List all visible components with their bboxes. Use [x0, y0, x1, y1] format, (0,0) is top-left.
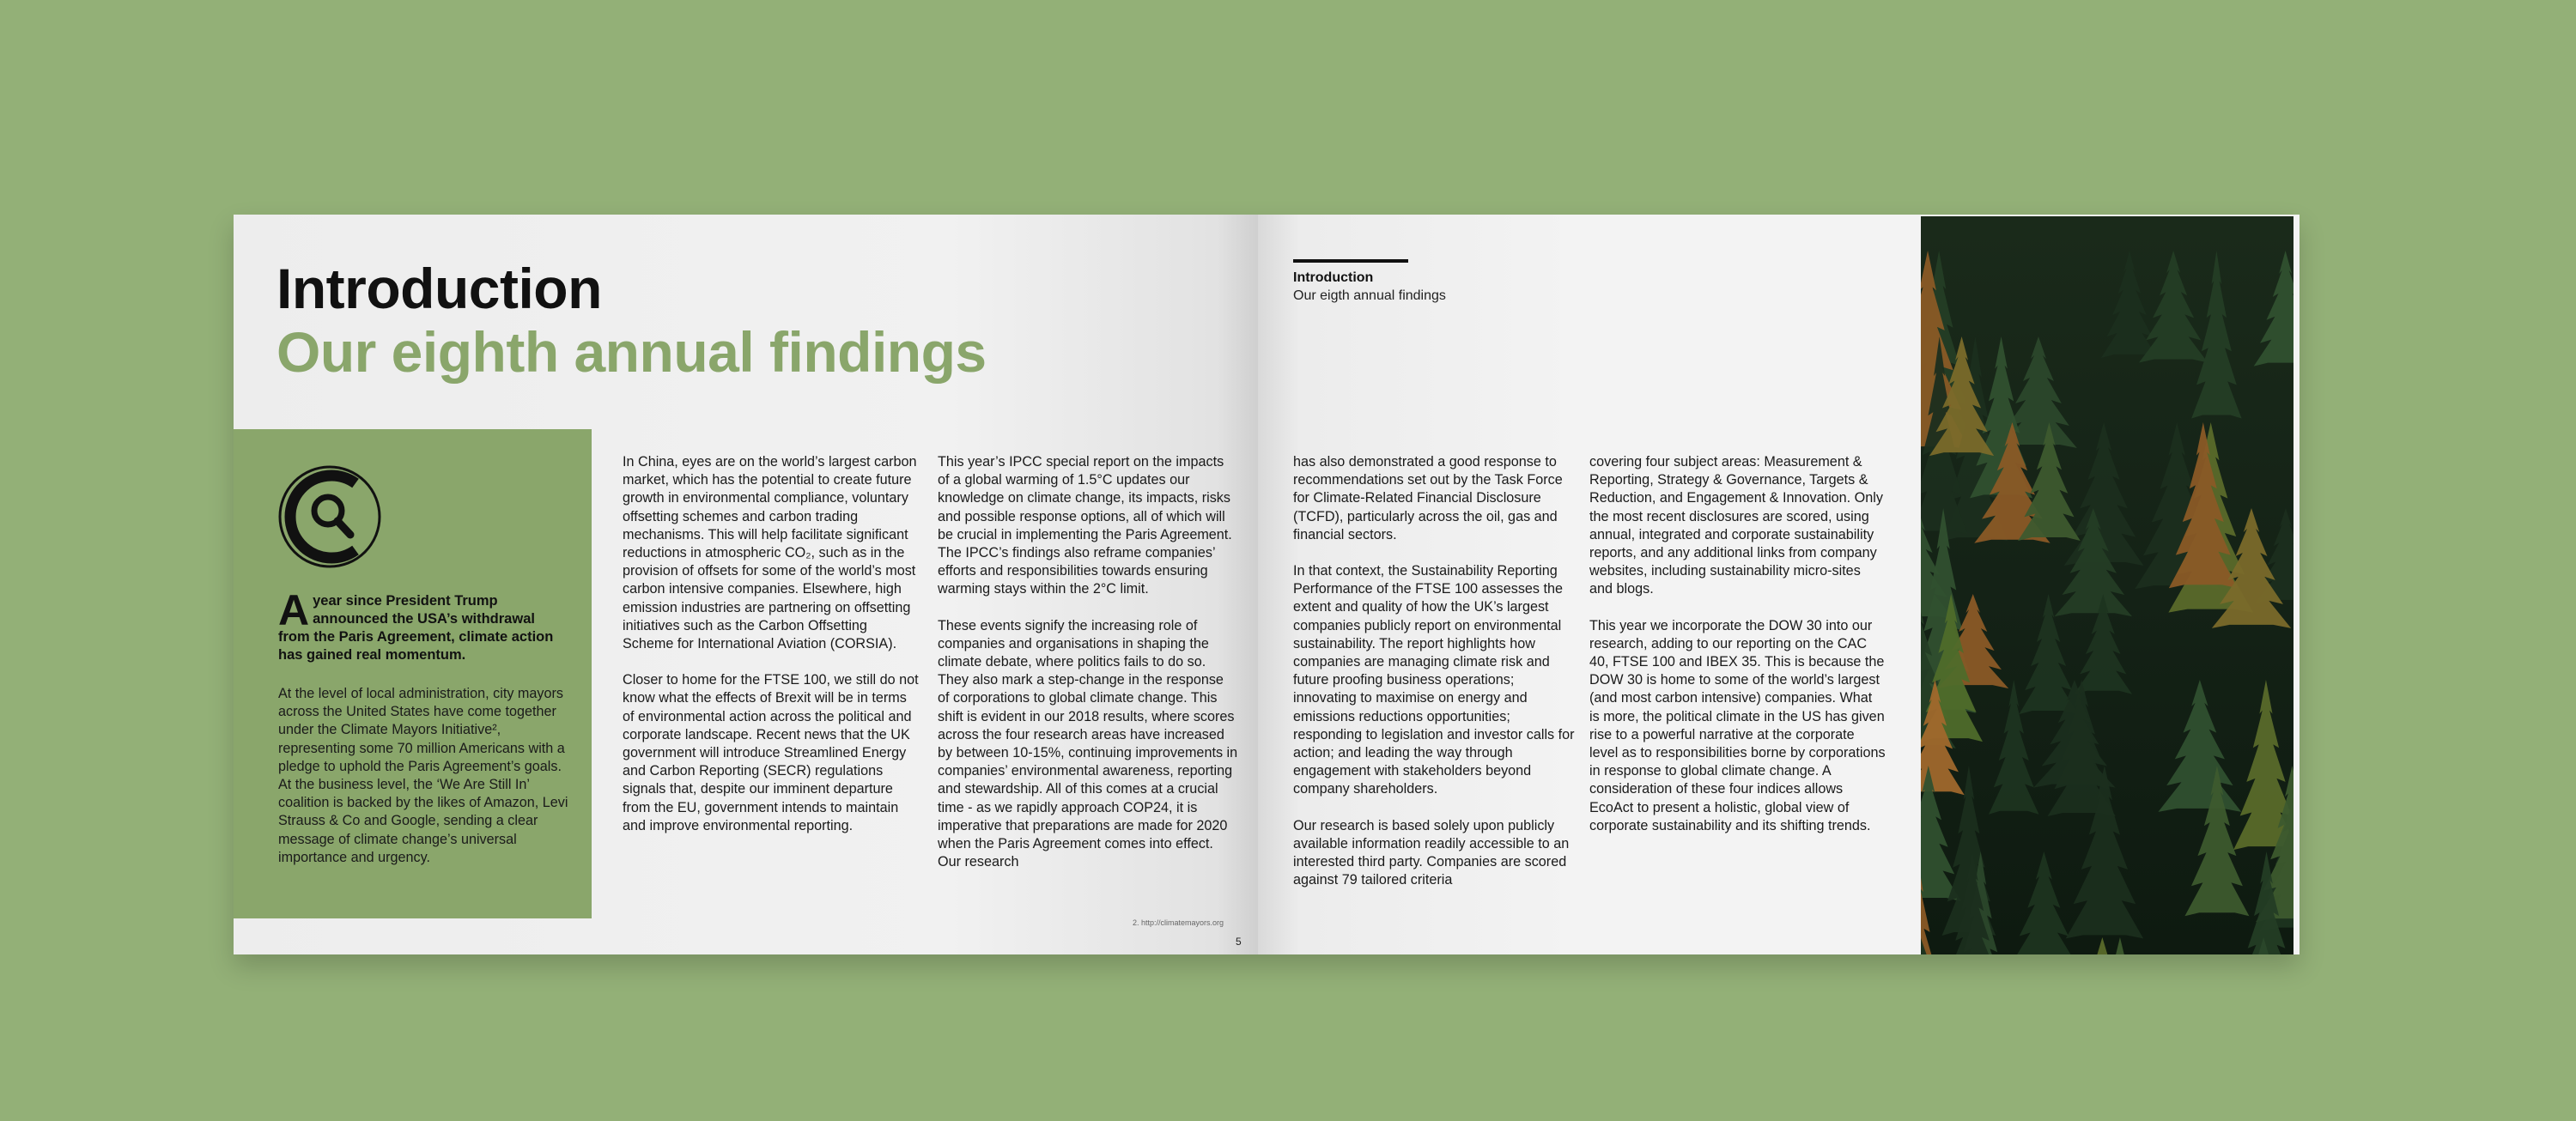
- text-column-1: [623, 453, 919, 853]
- brochure-spread: [234, 215, 2300, 954]
- column-paragraph: In that context, the Sustainability Reporting Performance of the FTSE 100 assesses the extent and quality of how the UK’s largest companies publicly report on environmental sustainability. The report highlights how companies are managing climate risk and future proofing business operations; innovating to maximise on energy and emissions reductions opportunities; responding to legislation and investor calls for action; and leading the way through engagement with stakeholders beyond company shareholders.: [1293, 563, 1575, 797]
- left-page: [234, 215, 1258, 954]
- text-column-2: [938, 453, 1238, 889]
- right-page: [1258, 215, 2300, 954]
- column-paragraph: In China, eyes are on the world’s largest carbon market, which has the potential to create future growth in environmental compliance, voluntary offsetting schemes and carbon trading mechanisms. This will help facilitate significant reductions in atmospheric CO₂, such as in the provision of offsets for some of the world’s most carbon intensive companies. Elsewhere, high emission industries are partnering on offsetting initiatives such as the Carbon Offsetting Scheme for International Aviation (CORSIA).: [623, 454, 917, 652]
- text-column-3: [1293, 453, 1577, 907]
- column-paragraph: This year’s IPCC special report on the impacts of a global warming of 1.5°C updates our knowledge on climate change, its impacts, risks and possible response options, all of which will be crucial in implementing the Paris Agreement. The IPCC’s findings also reframe companies’ efforts and responsibilities towards ensuring warming stays within the 2°C limit.: [938, 454, 1232, 597]
- running-subhead: Our eigth annual findings: [1293, 288, 1446, 303]
- lead-paragraph: [278, 586, 567, 664]
- column-paragraph: Our research is based solely upon publicly available information readily accessible to an interested third party. Companies are scored against 79 tailored criteria: [1293, 817, 1570, 888]
- column-paragraph: These events signify the increasing role of companies and organisations in shaping the climate debate, where politics fails to do so. They also mark a step-change in the response of corporations to global climate change. This shift is evident in our 2018 results, where scores across the four research areas have increased by between 10-15%, continuing improvements in companies’ environmental awareness, reporting and stewardship. All of this comes at a crucial time - as we rapidly approach COP24, it is imperative that preparations are made for 2020 when the Paris Agreement comes into effect. Our research: [938, 617, 1238, 870]
- column-paragraph: Closer to home for the FTSE 100, we still do not know what the effects of Brexit will be in terms of environmental action across the political and corporate landscape. Recent news that the UK government will introduce Streamlined Energy and Carbon Reporting (SECR) regulations signals that, despite our imminent departure from the EU, government intends to maintain and improve environmental reporting.: [623, 672, 919, 833]
- column-paragraph: has also demonstrated a good response to recommendations set out by the Task Force for Climate-Related Financial Disclosure (TCFD), particularly across the oil, gas and financial sectors.: [1293, 454, 1563, 542]
- page-subtitle: Our eighth annual findings: [276, 320, 987, 384]
- drop-cap: A: [278, 586, 310, 634]
- page-number: 5: [1236, 936, 1242, 948]
- search-magnifier-icon: [276, 464, 383, 570]
- header-rule: [1293, 259, 1408, 263]
- running-head: Introduction: [1293, 270, 1374, 285]
- footnote: 2. http://climatemayors.org: [1133, 918, 1224, 927]
- column-paragraph: covering four subject areas: Measurement & Reporting, Strategy & Governance, Targets & Reduction, and Engagement & Innovation. Only the most recent disclosures are scored, using annual, integrated and corporate sustainability reports, and any additional links from company websites, including sustainability micro-sites and blogs.: [1589, 454, 1883, 597]
- lead-text: year since President Trump announced the USA’s withdrawal from the Paris Agreement, climate action has gained real momentum.: [278, 593, 554, 663]
- forest-photo: [1921, 216, 2293, 954]
- column-paragraph: This year we incorporate the DOW 30 into our research, adding to our reporting on the CAC 40, FTSE 100 and IBEX 35. This is because the DOW 30 is home to some of the world’s largest (and most carbon intensive) companies. What is more, the political climate in the US has given rise to a powerful narrative at the corporate level as to responsibilities borne by corporations in response to global climate change. A consideration of these four indices allows EcoAct to present a holistic, global view of corporate sustainability and its shifting trends.: [1589, 617, 1886, 833]
- panel-paragraph: At the level of local administration, city mayors across the United States have come together under the Climate Mayors Initiative², representing some 70 million Americans with a pledge to uphold the Paris Agreement’s goals. At the business level, the ‘We Are Still In’ coalition is backed by the likes of Amazon, Levi Strauss & Co and Google, sending a clear message of climate change’s universal importance and urgency.: [278, 686, 568, 865]
- page-title: Introduction: [276, 257, 602, 320]
- text-column-4: [1589, 453, 1886, 853]
- forest-image: [1921, 216, 2293, 954]
